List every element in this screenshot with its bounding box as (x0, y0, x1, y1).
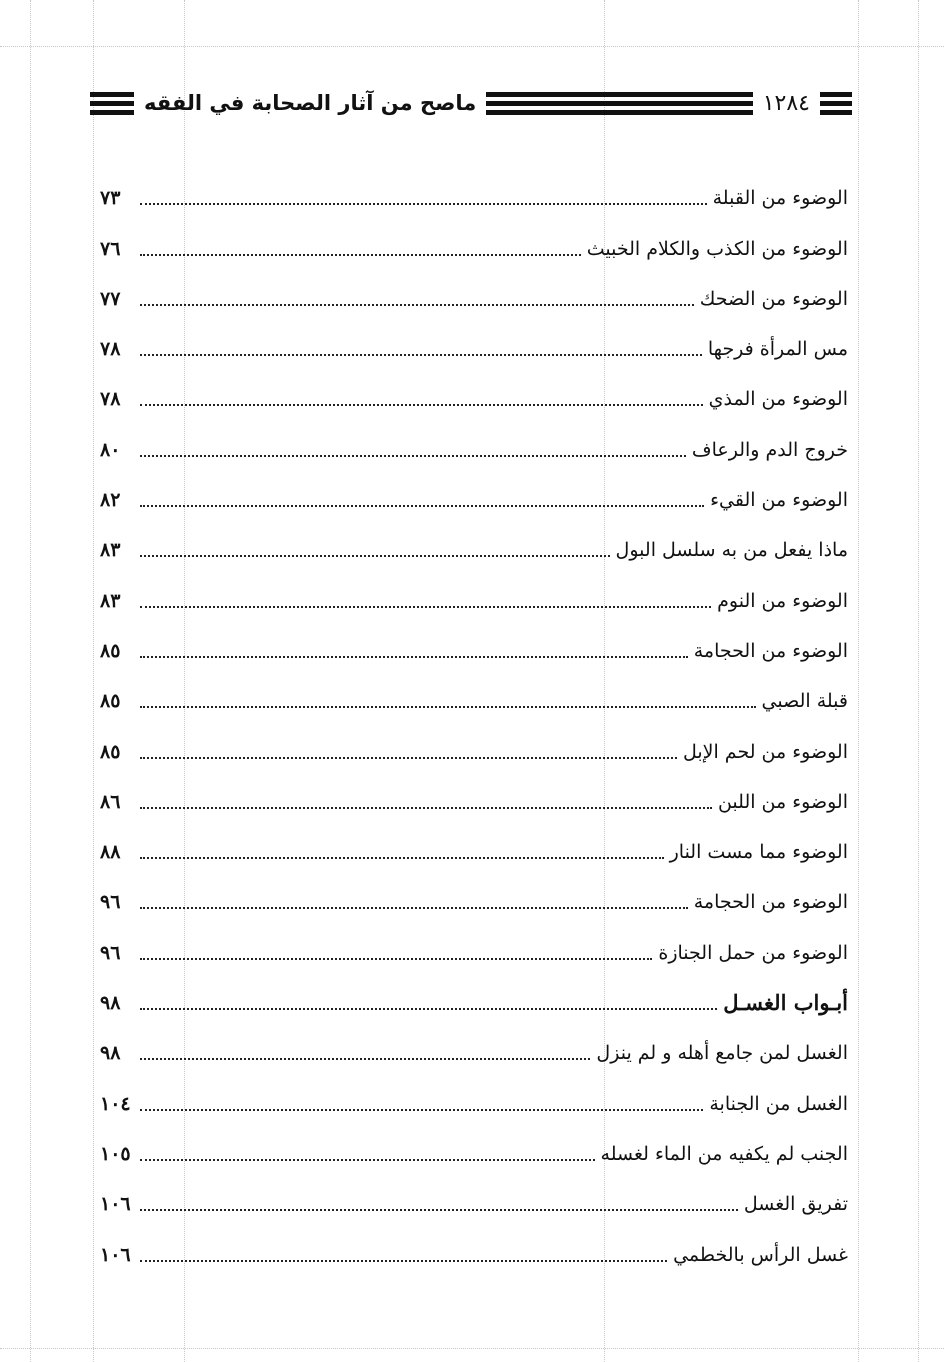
toc-entry (100, 271, 848, 321)
toc-entry-page: ٩٨ (100, 1042, 121, 1065)
toc-entry-page: ٨٣ (100, 539, 121, 562)
toc-dot-leader (140, 706, 756, 708)
toc-dot-leader (140, 807, 712, 809)
toc-entry-page: ٨٠ (100, 438, 121, 461)
toc-entry (100, 924, 848, 974)
toc-entry (100, 1025, 848, 1075)
toc-dot-leader (140, 555, 610, 557)
scan-guide-line (918, 0, 919, 1362)
toc-entry (100, 472, 848, 522)
toc-entry (100, 774, 848, 824)
toc-entry-title: الوضوء من الكذب والكلام الخبيث (586, 237, 848, 260)
toc-entry (100, 421, 848, 471)
toc-dot-leader (140, 1058, 590, 1060)
toc-entry (100, 874, 848, 924)
toc-entry (100, 371, 848, 421)
toc-entry (100, 220, 848, 270)
toc-entry-title: غسل الرأس بالخطمي (673, 1243, 848, 1266)
toc-dot-leader (140, 857, 664, 859)
toc-entry (100, 522, 848, 572)
toc-entry-page: ٨٨ (100, 841, 121, 864)
toc-entry-title: خروج الدم والرعاف (691, 438, 848, 461)
page-header (90, 84, 852, 122)
toc-entry-page: ٩٦ (100, 891, 121, 914)
header-rule-left (90, 88, 134, 118)
toc-dot-leader (140, 455, 686, 457)
toc-entry-title: الغسل من الجنابة (709, 1092, 848, 1115)
toc-entry-title: الجنب لم يكفيه من الماء لغسله (600, 1142, 848, 1165)
toc-dot-leader (140, 656, 688, 658)
toc-entry-page: ١٠٦ (100, 1193, 131, 1216)
toc-entry (100, 623, 848, 673)
toc-entry-title: تفريق الغسل (743, 1193, 848, 1216)
toc-entry (100, 1126, 848, 1176)
scan-guide-line (30, 0, 31, 1362)
toc-entry-page: ٨٢ (100, 489, 121, 512)
toc-entry-page: ٧٦ (100, 237, 121, 260)
scan-guide-line (0, 1348, 944, 1349)
toc-entry-page: ٩٦ (100, 941, 121, 964)
toc-entry-title: الوضوء من القيء (710, 489, 848, 512)
toc-entry-page: ١٠٤ (100, 1092, 131, 1115)
toc-entry-title: الوضوء من حمل الجنازة (658, 941, 848, 964)
toc-entry (100, 1226, 848, 1276)
scan-guide-line (0, 46, 944, 47)
toc-dot-leader (140, 606, 711, 608)
toc-entry (100, 1075, 848, 1125)
scan-guide-line (858, 0, 859, 1362)
running-title: ماصح من آثار الصحابة في الفقه (144, 91, 477, 115)
toc-dot-leader (140, 354, 702, 356)
scan-guide-line (93, 0, 94, 1362)
toc-entry-page: ١٠٦ (100, 1243, 131, 1266)
toc-entry (100, 170, 848, 220)
toc-entry-title: الوضوء من القبلة (712, 187, 848, 210)
toc-entry-title: قبلة الصبي (761, 690, 848, 713)
toc-entry (100, 1176, 848, 1226)
toc-entry-page: ٧٧ (100, 287, 121, 310)
toc-dot-leader (140, 1008, 717, 1010)
header-rule-right (820, 88, 852, 118)
toc-dot-leader (140, 757, 677, 759)
toc-dot-leader (140, 1109, 703, 1111)
toc-dot-leader (140, 958, 652, 960)
toc-entry-page: ٨٥ (100, 690, 121, 713)
toc-dot-leader (140, 907, 688, 909)
toc-entry-page: ٨٥ (100, 639, 121, 662)
toc-entry (100, 321, 848, 371)
toc-entry-title: الوضوء من اللبن (717, 790, 848, 813)
toc-entry-title: الوضوء من المذي (708, 388, 848, 411)
toc-entry-title: الوضوء من الحجامة (693, 639, 848, 662)
toc-entry-title: الوضوء مما مست النار (669, 841, 848, 864)
toc-entry-page: ٧٣ (100, 187, 121, 210)
toc-entry-title: ماذا يفعل من به سلسل البول (615, 539, 848, 562)
toc-dot-leader (140, 505, 704, 507)
table-of-contents (100, 170, 848, 1277)
page-number: ١٢٨٤ (762, 90, 810, 116)
toc-dot-leader (140, 1260, 667, 1262)
toc-entry-page: ١٠٥ (100, 1142, 131, 1165)
toc-entry-title: الوضوء من الحجامة (693, 891, 848, 914)
toc-entry (100, 723, 848, 773)
toc-dot-leader (140, 1159, 595, 1161)
toc-entry-title: الوضوء من لحم الإبل (682, 740, 848, 763)
toc-dot-leader (140, 254, 581, 256)
toc-entry (100, 572, 848, 622)
toc-entry-title: مس المرأة فرجها (707, 338, 848, 361)
toc-dot-leader (140, 304, 694, 306)
header-rule-middle (486, 88, 752, 118)
toc-entry-page: ٨٦ (100, 790, 121, 813)
toc-entry-page: ٨٣ (100, 589, 121, 612)
toc-entry-page: ٧٨ (100, 338, 121, 361)
toc-section-heading (100, 975, 848, 1025)
toc-entry-page: ٩٨ (100, 992, 121, 1015)
toc-dot-leader (140, 404, 703, 406)
toc-entry-title: الوضوء من النوم (717, 589, 848, 612)
toc-dot-leader (140, 1209, 738, 1211)
toc-entry-title: الوضوء من الضحك (699, 287, 848, 310)
toc-entry (100, 673, 848, 723)
toc-entry-title: الغسل لمن جامع أهله و لم ينزل (596, 1042, 848, 1065)
toc-entry-title: أبـواب الغسـل (723, 990, 848, 1016)
toc-entry (100, 824, 848, 874)
toc-entry-page: ٧٨ (100, 388, 121, 411)
toc-dot-leader (140, 203, 707, 205)
toc-entry-page: ٨٥ (100, 740, 121, 763)
